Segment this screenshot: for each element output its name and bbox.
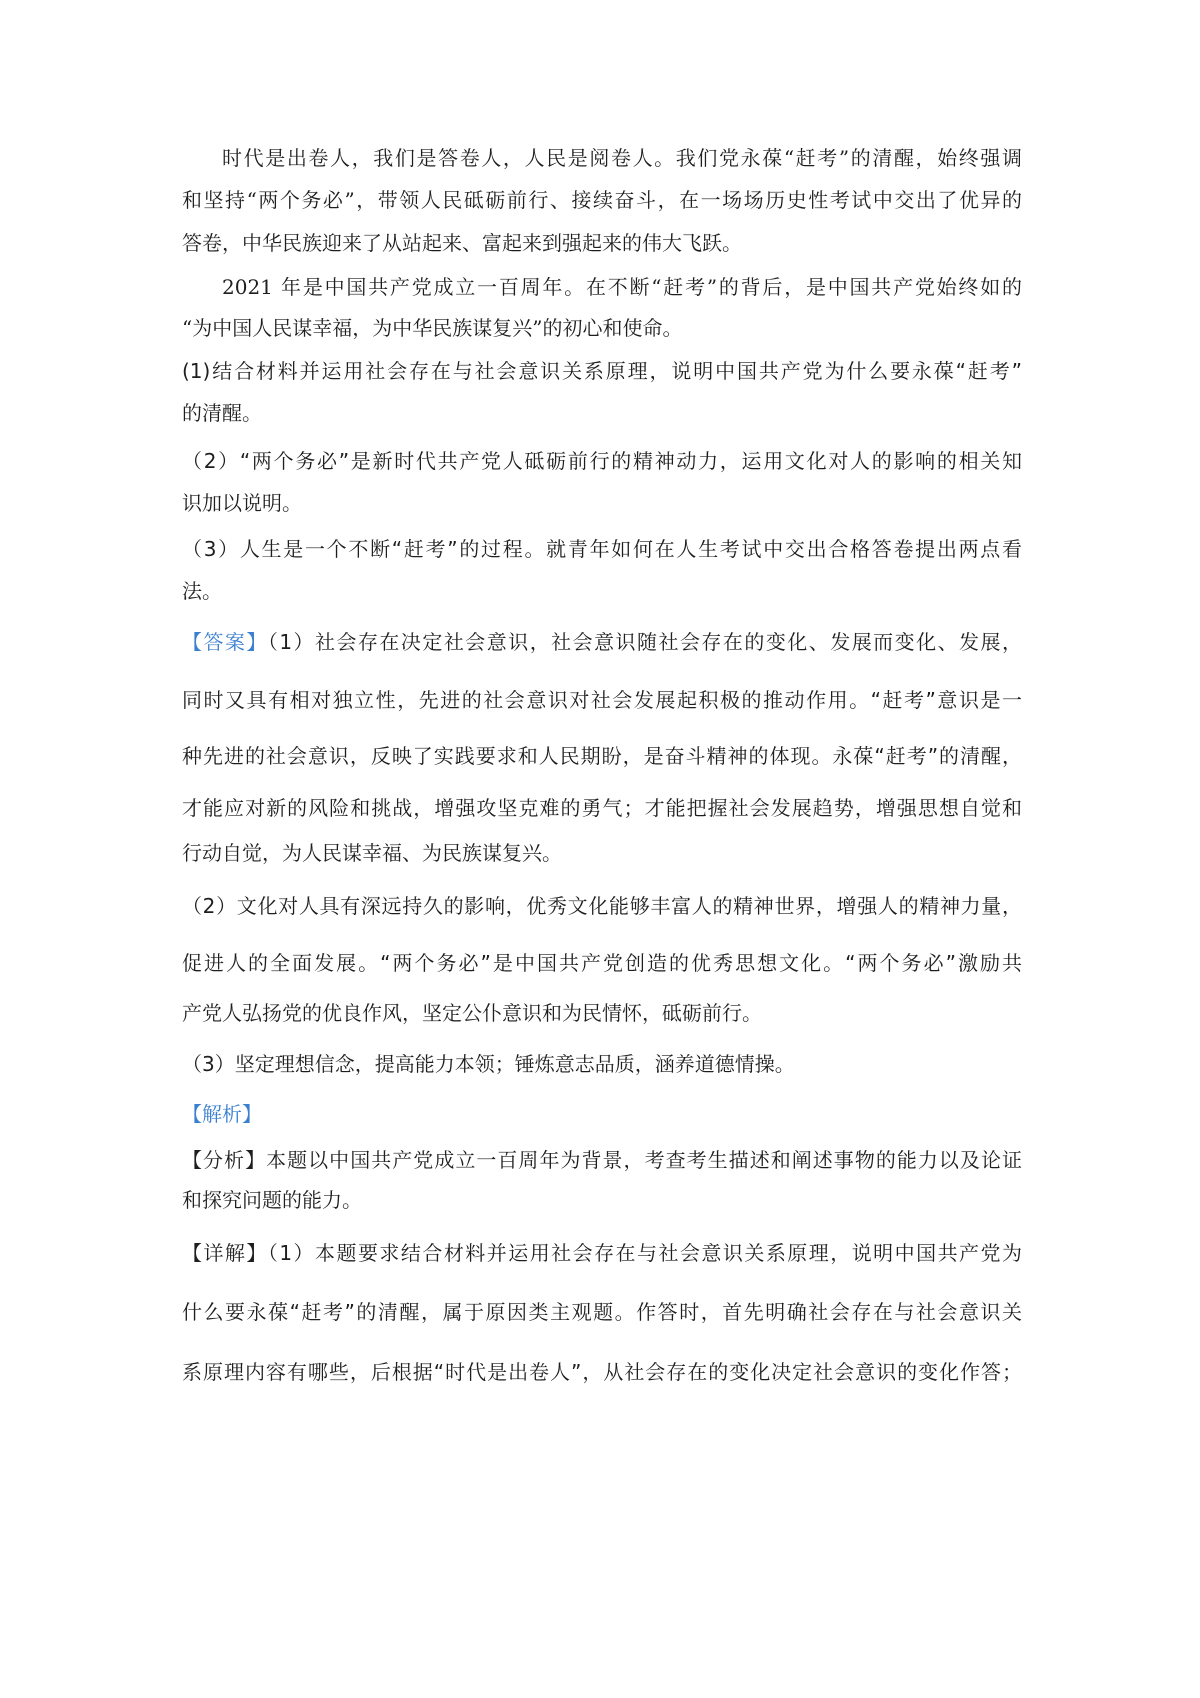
question-line: （3）人生是一个不断“赶考”的过程。就青年如何在人生考试中交出合格答卷提出两点看 [182, 537, 1022, 561]
xiangjie-label: 【详解】 [182, 1241, 268, 1265]
material-line: 和坚持“两个务必”，带领人民砥砺前行、接续奋斗，在一场场历史性考试中交出了优异的 [182, 188, 1022, 212]
fenxi-label: 【分析】 [182, 1148, 267, 1172]
analysis-line: 和探究问题的能力。 [182, 1188, 362, 1212]
material-line: 时代是出卷人，我们是答卷人，人民是阅卷人。我们党永葆“赶考”的清醒，始终强调 [222, 146, 1022, 170]
question-line: 的清醒。 [182, 401, 262, 425]
question-line: （2）“两个务必”是新时代共产党人砥砺前行的精神动力，运用文化对人的影响的相关知 [182, 449, 1022, 473]
analysis-line [182, 1146, 1022, 1174]
detail-line: 系原理内容有哪些，后根据“时代是出卷人”，从社会存在的变化决定社会意识的变化作答； [182, 1360, 1022, 1384]
xiangjie-text: （1）本题要求结合材料并运用社会存在与社会意识关系原理，说明中国共产党为 [267, 1241, 1022, 1265]
answer-line: （3）坚定理想信念，提高能力本领；锤炼意志品质，涵养道德情操。 [182, 1052, 795, 1076]
answer-text: （1）社会存在决定社会意识，社会意识随社会存在的变化、发展而变化、发展， [267, 630, 1022, 654]
material-line: 2021 年是中国共产党成立一百周年。在不断“赶考”的背后，是中国共产党始终如的 [222, 275, 1022, 299]
answer-line: （2）文化对人具有深远持久的影响，优秀文化能够丰富人的精神世界，增强人的精神力量， [182, 894, 1022, 918]
fenxi-text: 本题以中国共产党成立一百周年为背景，考查考生描述和阐述事物的能力以及论证 [266, 1148, 1022, 1172]
material-line: 答卷，中华民族迎来了从站起来、富起来到强起来的伟大飞跃。 [182, 231, 742, 255]
answer-line: 产党人弘扬党的优良作风，坚定公仆意识和为民情怀，砥砺前行。 [182, 1001, 762, 1025]
analysis-label: 【解析】 [182, 1102, 262, 1126]
detail-line: 什么要永葆“赶考”的清醒，属于原因类主观题。作答时，首先明确社会存在与社会意识关 [182, 1300, 1022, 1324]
question-line: (1)结合材料并运用社会存在与社会意识关系原理，说明中国共产党为什么要永葆“赶考” [182, 359, 1022, 383]
answer-line: 种先进的社会意识，反映了实践要求和人民期盼，是奋斗精神的体现。永葆“赶考”的清醒， [182, 744, 1022, 768]
material-line: “为中国人民谋幸福，为中华民族谋复兴”的初心和使命。 [182, 316, 683, 340]
question-line: 法。 [182, 579, 222, 603]
detail-line [182, 1239, 1022, 1267]
answer-line: 促进人的全面发展。“两个务必”是中国共产党创造的优秀思想文化。“两个务必”激励共 [182, 951, 1022, 975]
answer-label: 【答案】 [182, 630, 268, 654]
question-line: 识加以说明。 [182, 491, 302, 515]
answer-line: 同时又具有相对独立性，先进的社会意识对社会发展起积极的推动作用。“赶考”意识是一 [182, 688, 1022, 712]
answer-line: 才能应对新的风险和挑战，增强攻坚克难的勇气；才能把握社会发展趋势，增强思想自觉和 [182, 796, 1022, 820]
answer-line: 行动自觉，为人民谋幸福、为民族谋复兴。 [182, 841, 562, 865]
answer-line [182, 628, 1022, 656]
